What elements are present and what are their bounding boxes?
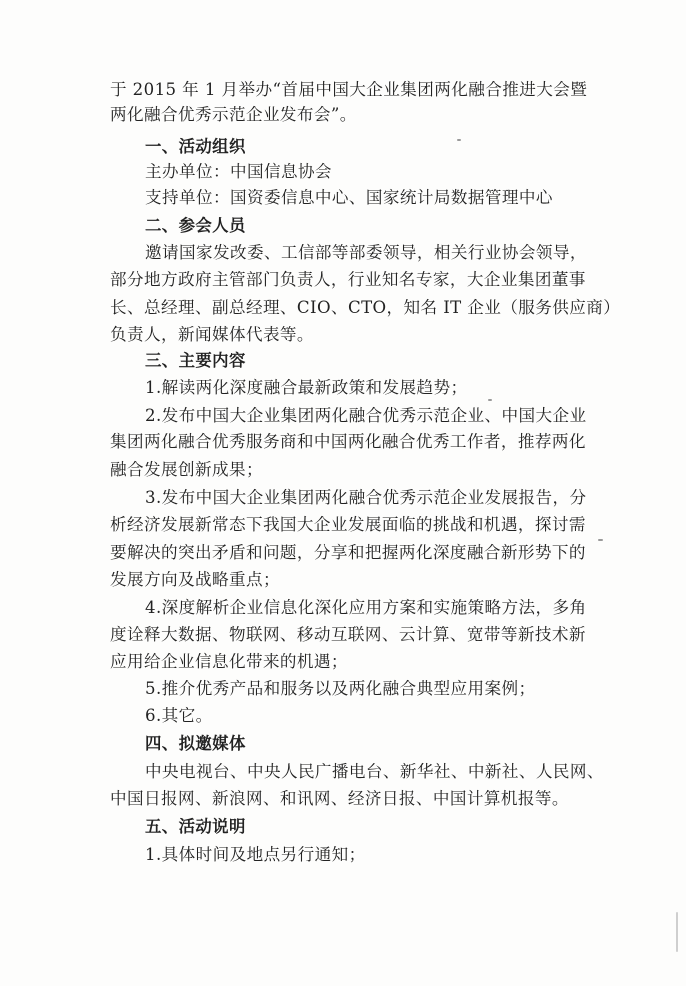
body-text-line: 析经济发展新常态下我国大企业发展面临的挑战和机遇，探讨需 bbox=[110, 515, 586, 534]
body-text-line: 邀请国家发改委、工信部等部委领导，相关行业协会领导， bbox=[145, 243, 587, 262]
body-text-line: 应用给企业信息化带来的机遇； bbox=[110, 652, 348, 671]
list-item: 3.发布中国大企业集团两化融合优秀示范企业发展报告，分 bbox=[145, 488, 587, 507]
list-item: 1.解读两化深度融合最新政策和发展趋势； bbox=[145, 378, 468, 397]
section-heading-organization: 一、活动组织 bbox=[145, 137, 246, 156]
body-text-line: 负责人，新闻媒体代表等。 bbox=[110, 325, 314, 344]
section-heading-media: 四、拟邀媒体 bbox=[145, 734, 246, 753]
body-text-line: 要解决的突出矛盾和问题，分享和把握两化深度融合新形势下的 bbox=[110, 543, 586, 562]
body-text-line: 集团两化融合优秀服务商和中国两化融合优秀工作者，推荐两化 bbox=[110, 432, 586, 451]
body-text-line: 部分地方政府主管部门负责人，行业知名专家，大企业集团董事 bbox=[110, 270, 586, 289]
body-text-line: 发展方向及战略重点； bbox=[110, 570, 280, 589]
scan-speck bbox=[488, 399, 492, 401]
scan-edge-mark bbox=[676, 912, 678, 952]
list-item: 4.深度解析企业信息化深化应用方案和实施策略方法，多角 bbox=[145, 598, 587, 617]
body-text-line: 融合发展创新成果； bbox=[110, 460, 263, 479]
body-text-line: 长、总经理、副总经理、CIO、CTO，知名 IT 企业（服务供应商） bbox=[110, 298, 621, 317]
organizer-line: 主办单位：中国信息协会 bbox=[145, 162, 332, 181]
section-heading-notes: 五、活动说明 bbox=[145, 817, 246, 836]
body-text-line: 度诠释大数据、物联网、移动互联网、云计算、宽带等新技术新 bbox=[110, 625, 586, 644]
body-text-line: 于 2015 年 1 月举办“首届中国大企业集团两化融合推进大会暨 bbox=[110, 80, 588, 99]
section-heading-participants: 二、参会人员 bbox=[145, 216, 246, 235]
body-text-line: 两化融合优秀示范企业发布会”。 bbox=[110, 105, 357, 124]
scan-speck bbox=[457, 139, 461, 141]
body-text-line: 中央电视台、中央人民广播电台、新华社、中新社、人民网、 bbox=[145, 762, 604, 781]
list-item: 2.发布中国大企业集团两化融合优秀示范企业、中国大企业 bbox=[145, 406, 587, 425]
list-item: 1.具体时间及地点另行通知； bbox=[145, 845, 366, 864]
list-item: 6.其它。 bbox=[145, 706, 213, 725]
scan-speck bbox=[598, 539, 603, 541]
section-heading-content: 三、主要内容 bbox=[145, 351, 246, 370]
body-text-line: 中国日报网、新浪网、和讯网、经济日报、中国计算机报等。 bbox=[110, 789, 569, 808]
supporter-line: 支持单位：国资委信息中心、国家统计局数据管理中心 bbox=[145, 188, 553, 207]
list-item: 5.推介优秀产品和服务以及两化融合典型应用案例； bbox=[145, 679, 536, 698]
